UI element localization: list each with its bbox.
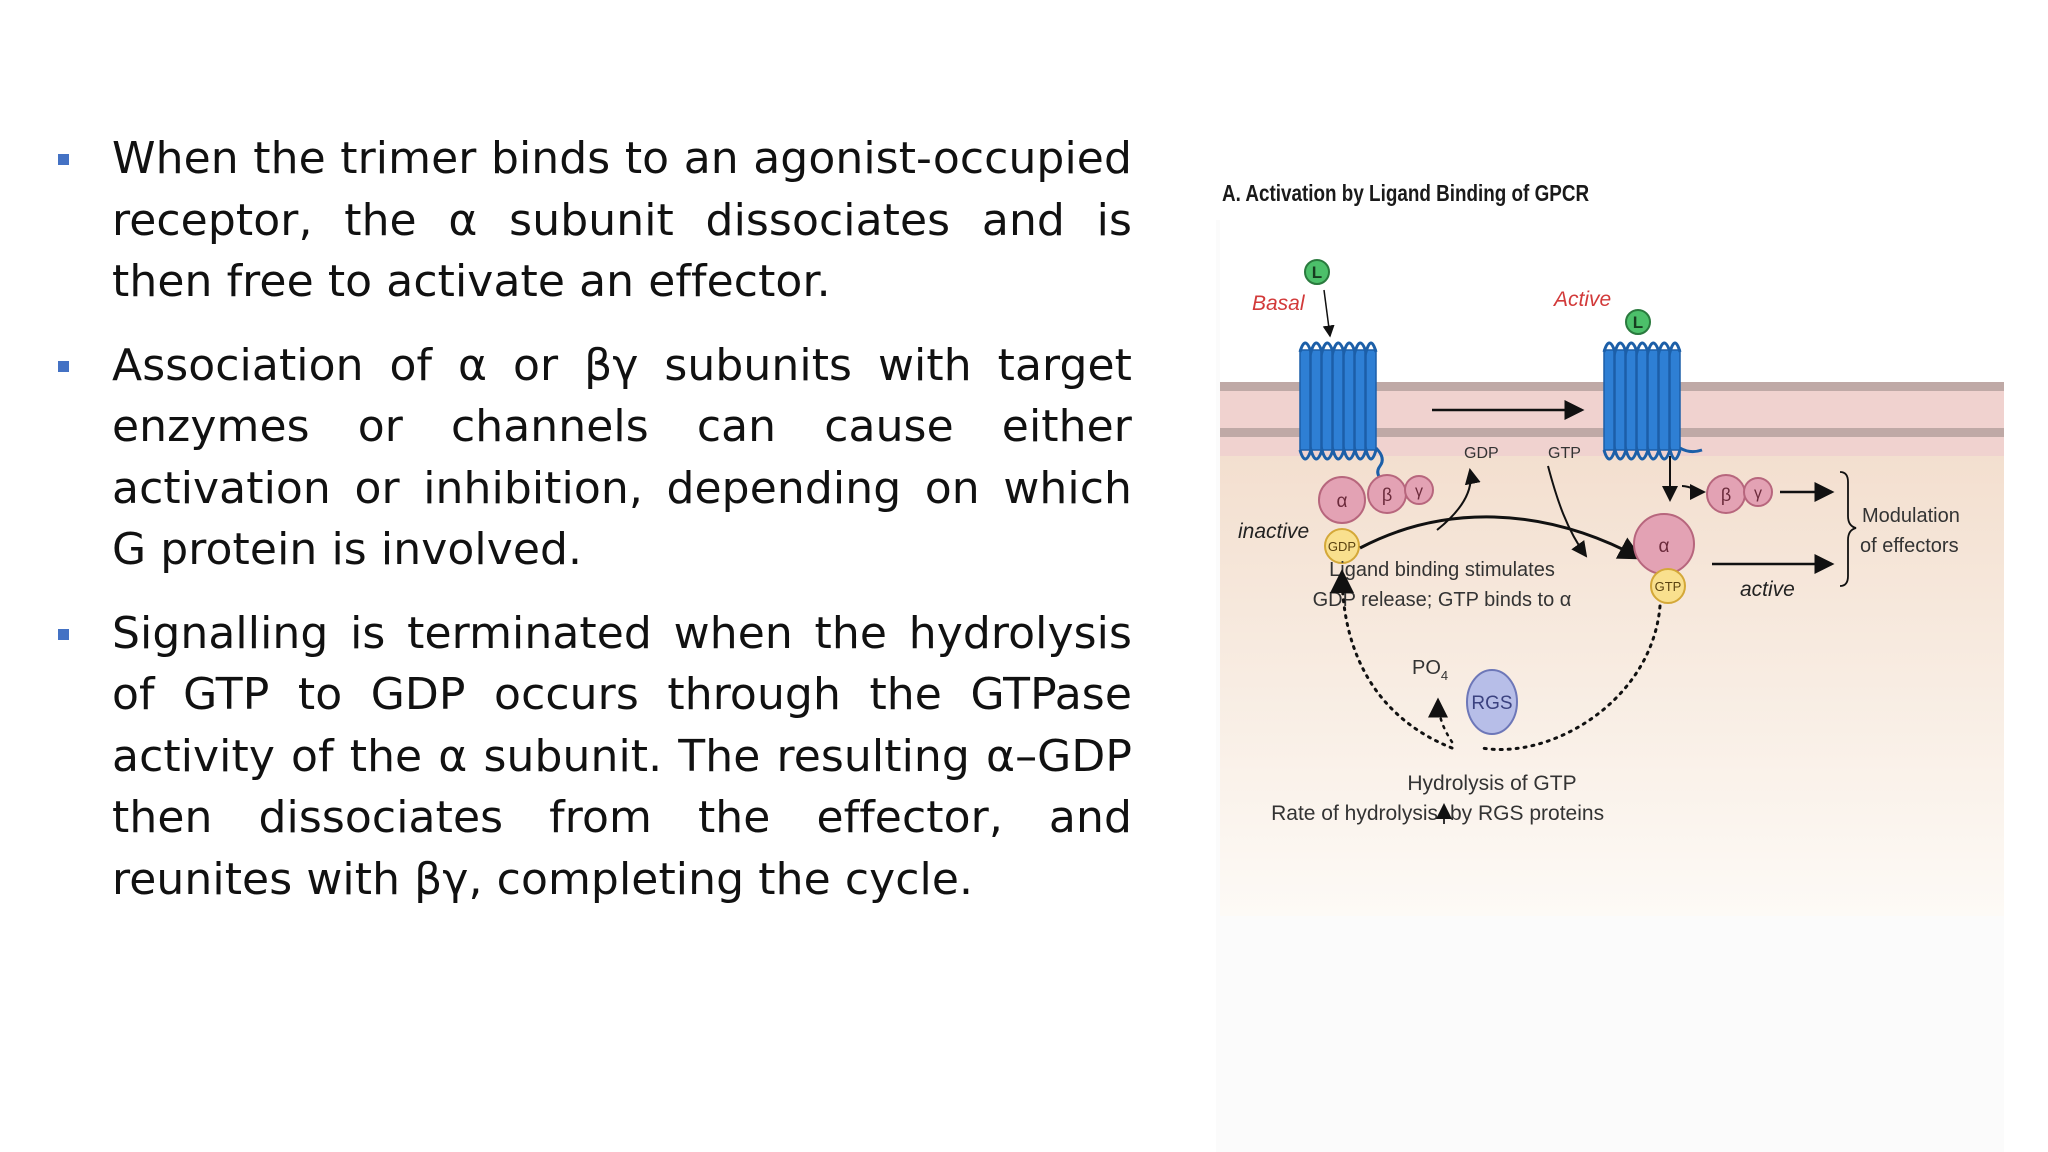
- effectors-label: of effectors: [1860, 535, 1959, 557]
- bullet-text: Association of α or βγ subunits with target enzymes or channels can cause either activation or inhibition, depending on which G protein is involved.: [112, 339, 1132, 575]
- figure-title: A. Activation by Ligand Binding of GPCR: [1222, 180, 1590, 206]
- bullet-text: Signalling is terminated when the hydrolysis of GTP to GDP occurs through the GTPase activity of the α subunit. The resulting α–GDP then dissociates from the effector, and reunites with βγ, completing the cycle.: [112, 607, 1132, 905]
- square-bullet-icon: [58, 629, 69, 640]
- gpcr-activation-figure: [1212, 160, 2004, 1152]
- rgs-proteins-label: by RGS proteins: [1450, 802, 1605, 825]
- basal-label: Basal: [1252, 292, 1305, 315]
- bullet-text: When the trimer binds to an agonist-occupied receptor, the α subunit dissociates and is then free to activate an effector.: [112, 133, 1132, 307]
- inactive-label: inactive: [1238, 520, 1310, 543]
- ligand-active: [1626, 310, 1650, 334]
- square-bullet-icon: [58, 361, 69, 372]
- square-bullet-icon: [58, 154, 69, 165]
- modulation-label: Modulation: [1862, 505, 1960, 527]
- svg-text:β: β: [1381, 485, 1393, 505]
- active-state-label: Active: [1554, 288, 1612, 311]
- ligand-caption-line1: Ligand binding stimulates: [1329, 559, 1555, 581]
- svg-text:L: L: [1632, 313, 1644, 332]
- bullet-list: [50, 128, 1132, 932]
- svg-text:γ: γ: [1754, 485, 1762, 502]
- svg-text:L: L: [1311, 263, 1323, 282]
- bullet-item: [50, 335, 1132, 581]
- active-label: active: [1740, 578, 1795, 601]
- svg-text:γ: γ: [1415, 483, 1423, 500]
- hydrolysis-caption-line1: Hydrolysis of GTP: [1407, 772, 1577, 795]
- svg-text:RGS: RGS: [1471, 693, 1513, 714]
- svg-text:GDP: GDP: [1327, 539, 1357, 554]
- gtp-label: GTP: [1548, 445, 1581, 462]
- ligand-caption-line2: GDP release; GTP binds to α: [1312, 589, 1572, 611]
- gpcr-diagram: [1212, 160, 2004, 1152]
- ligand-basal: [1305, 260, 1329, 284]
- svg-text:α: α: [1658, 536, 1670, 557]
- phosphate-label: $PO_4$: [1412, 657, 1449, 683]
- gdp-released-label: GDP: [1464, 445, 1499, 462]
- svg-text:GTP: GTP: [1654, 579, 1682, 594]
- svg-text:β: β: [1720, 485, 1732, 505]
- svg-text:α: α: [1336, 491, 1348, 512]
- bullet-item: [50, 603, 1132, 911]
- rgs-protein: [1467, 670, 1517, 734]
- hydrolysis-rate-label: Rate of hydrolysis: [1271, 802, 1438, 825]
- bullet-item: [50, 128, 1132, 313]
